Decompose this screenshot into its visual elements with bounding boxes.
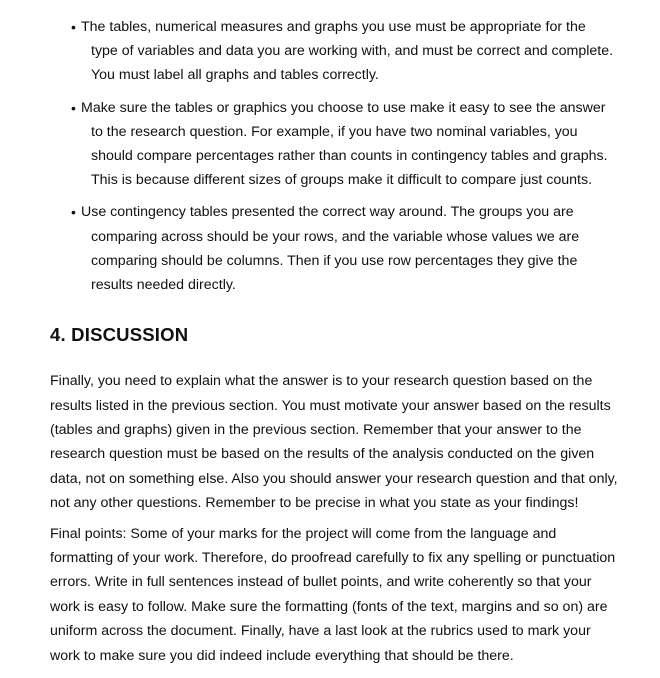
bullet-continuation: to the research question. For example, if you have two nominal variables, you should compare percentages rather than counts in contingency tables and graphs. This is because different sizes of groups make it difficult to compare just counts. <box>91 123 608 189</box>
bullet-dot: • <box>71 19 76 35</box>
bullet-first-line: Use contingency tables presented the correct way around. The groups you are <box>81 204 574 221</box>
discussion-paragraph: Finally, you need to explain what the answer is to your research question based on the results listed in the previous section. You must motivate your answer based on the results (tables and graphs) given in the previous section. Remember that your answer to the research question must be based on the results of the analysis conducted on the given data, not on something else. Also you should answer your research question and that only, not any other questions. Remember to be precise in what you state as your findings! <box>50 373 618 512</box>
bullet-dot: • <box>71 99 76 116</box>
section-heading-discussion: 4. DISCUSSION <box>50 324 189 346</box>
bullet-dot: • <box>71 204 76 221</box>
bullet-item <box>0 15 660 88</box>
bullet-first-line: Make sure the tables or graphics you choose to use make it easy to see the answer <box>81 99 606 116</box>
guidelines-bullet-list <box>0 15 660 297</box>
bullet-first-line: The tables, numerical measures and graphs you use must be appropriate for the <box>81 19 586 35</box>
bullet-item <box>0 200 660 297</box>
final-points-paragraph: Final points: Some of your marks for the project will come from the language and formatting of your work. Therefore, do proofread carefully to fix any spelling or punctuation errors. Write in full sentences instead of bullet points, and write coherently so that your work is easy to follow. Make sure the formatting (fonts of the text, margins and so on) are uniform across the document. Finally, have a last look at the rubrics used to mark your work to make sure you did indeed include everything that should be there. <box>50 525 616 664</box>
bullet-continuation: type of variables and data you are working with, and must be correct and complete. You must label all graphs and tables correctly. <box>91 43 614 84</box>
bullet-continuation: comparing across should be your rows, and the variable whose values we are comparing should be columns. Then if you use row percentages they give the results needed directly. <box>91 228 580 294</box>
bullet-item <box>0 96 660 193</box>
